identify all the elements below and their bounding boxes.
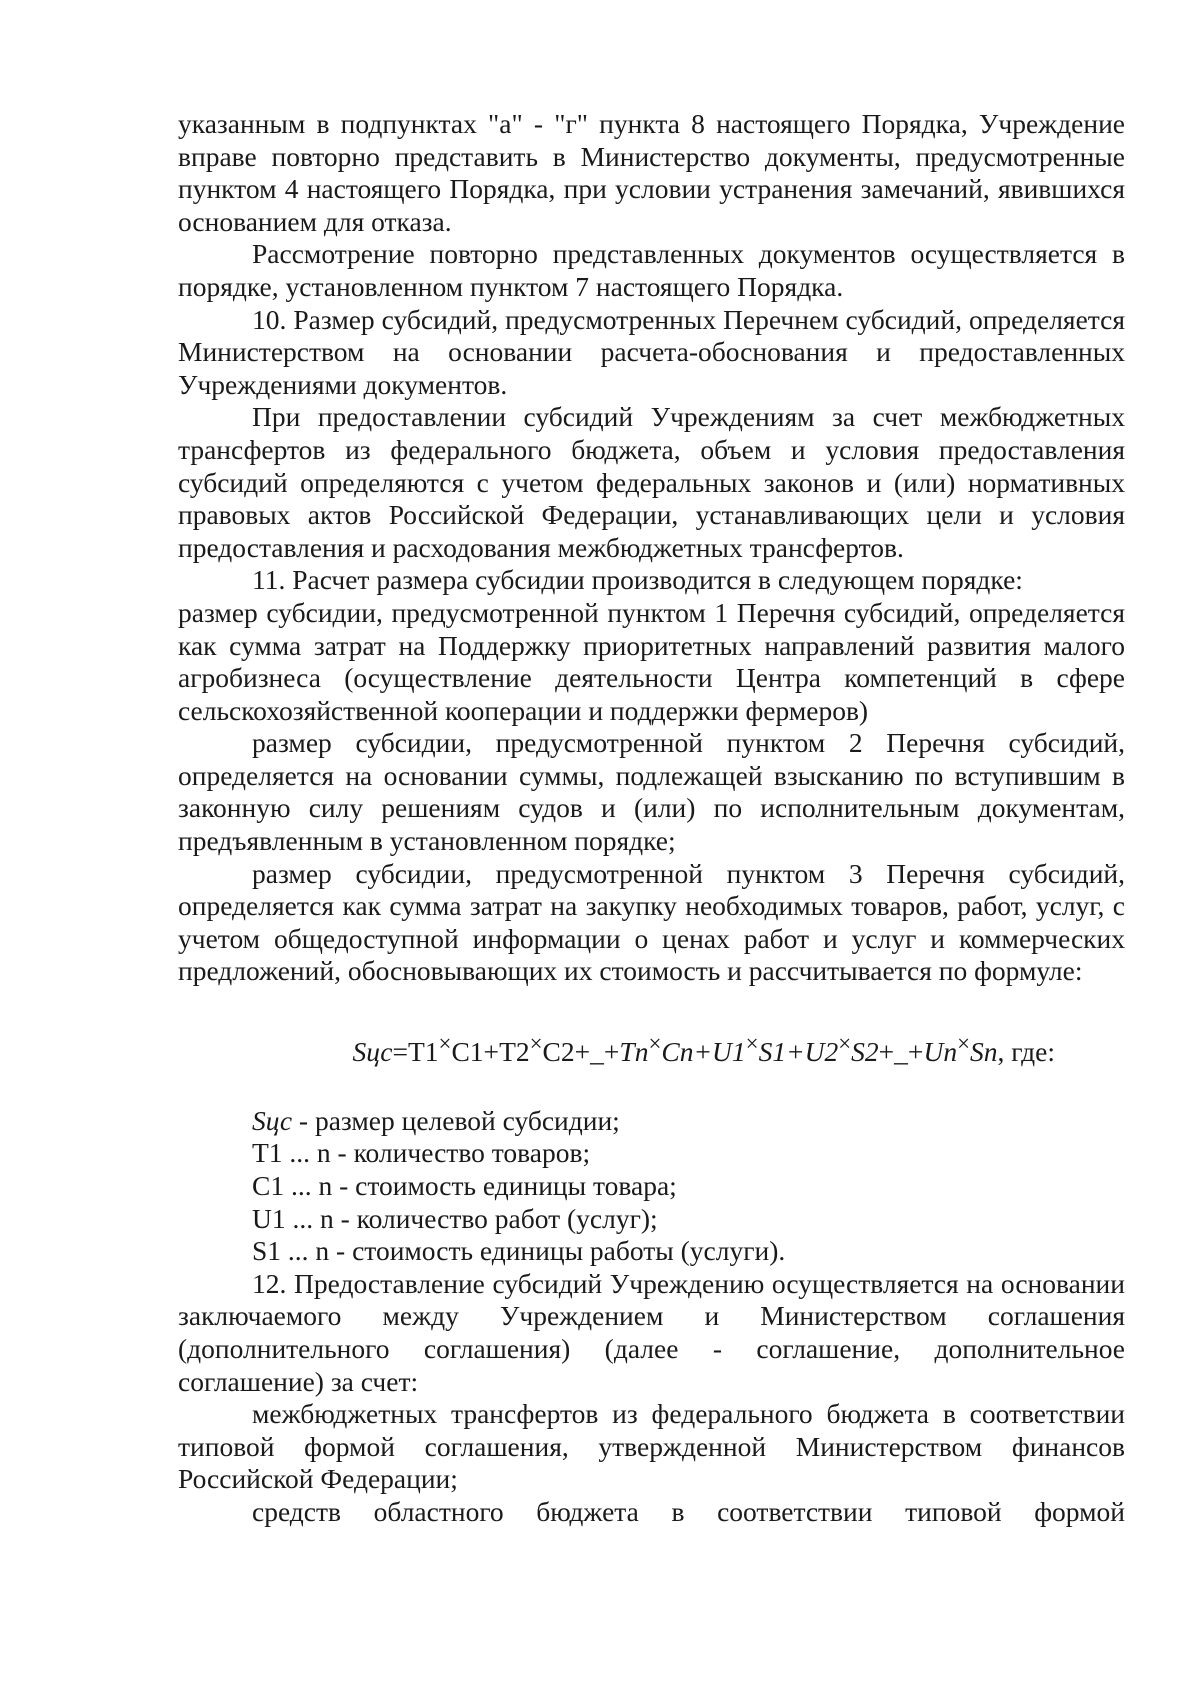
paragraph-subsidy-1: размер субсидии, предусмотренной пунктом 1 Перечня субсидий, определяется как сумма затрат на Поддержку приоритетных направлений развития малого агробизнеса (осуществление деятельности Центра компетенций в сфере сельскохозяйственной кооперации и поддержки фермеров) bbox=[178, 596, 1125, 726]
paragraph-federal-agreement: межбюджетных трансфертов из федерального бюджета в соответствии типовой формой соглашения, утвержденной Министерством финансов Российской Федерации; bbox=[178, 1398, 1125, 1495]
formula-part: C2+_+ bbox=[542, 1036, 620, 1068]
formula-part: +U1 bbox=[693, 1036, 746, 1068]
paragraph-11: 11. Расчет размера субсидии производится в следующем порядке: bbox=[252, 564, 1023, 596]
paragraph-subsidy-2: размер субсидии, предусмотренной пунктом 2 Перечня субсидий, определяется на основании суммы, подлежащей взысканию по вступившим в законную силу решениям судов и (или) по исполнительным документам, предъявленным в установленном порядке; bbox=[178, 727, 1125, 857]
paragraph-continuation: указанным в подпунктах "а" - "г" пункта 8 настоящего Порядка, Учреждение вправе повторно представить в Министерство документы, предусмотренные пунктом 4 настоящего Порядка, при условии устранения замечаний, явившихся основанием для отказа. bbox=[178, 108, 1125, 237]
times-sign: × bbox=[438, 1031, 452, 1057]
formula-part: S1 bbox=[758, 1036, 787, 1068]
formula-part: +U2 bbox=[786, 1036, 839, 1068]
definition-text: S1 ... n - стоимость единицы работы (услуги). bbox=[252, 1235, 786, 1267]
definition-item bbox=[178, 1170, 1125, 1203]
definition-symbol: Sцс bbox=[252, 1104, 293, 1136]
formula-part: S2 bbox=[851, 1036, 879, 1068]
formula-part: Tn bbox=[619, 1036, 649, 1068]
paragraph-regional-budget: средств областного бюджета в соответствии типовой формой bbox=[252, 1495, 1125, 1527]
times-sign: × bbox=[745, 1031, 759, 1057]
formula-part: Sn bbox=[970, 1036, 998, 1068]
formula-part: Un bbox=[923, 1036, 958, 1068]
formula-lhs: Sцс bbox=[352, 1036, 393, 1068]
document-page bbox=[178, 108, 1125, 1529]
formula-part: , где: bbox=[997, 1036, 1055, 1068]
times-sign: × bbox=[957, 1031, 970, 1057]
paragraph-subsidy-3: размер субсидии, предусмотренной пунктом 3 Перечня субсидий, определяется как сумма затрат на закупку необходимых товаров, работ, услуг, с учетом общедоступной информации о ценах работ и услуг и коммерческих предложений, обосновывающих их стоимость и рассчитывается по формуле: bbox=[178, 857, 1125, 987]
formula-part: =T1 bbox=[392, 1036, 439, 1068]
definition-text: T1 ... n - количество товаров; bbox=[252, 1137, 591, 1169]
definition-item bbox=[178, 1105, 1125, 1138]
times-sign: × bbox=[648, 1031, 662, 1057]
paragraph-review: Рассмотрение повторно представленных документов осуществляется в порядке, установленном пунктом 7 настоящего Порядка. bbox=[178, 238, 1125, 302]
definition-text: U1 ... n - количество работ (услуг); bbox=[252, 1202, 658, 1234]
formula-part: +_+ bbox=[878, 1036, 924, 1068]
subsidy-formula bbox=[178, 1028, 1125, 1069]
definition-item bbox=[178, 1137, 1125, 1170]
definition-item bbox=[178, 1235, 1125, 1268]
definition-text: - размер целевой субсидии; bbox=[292, 1104, 620, 1136]
paragraph-10: 10. Размер субсидий, предусмотренных Перечнем субсидий, определяется Министерством на основании расчета-обоснования и предоставленных Учреждениями документов. bbox=[178, 303, 1125, 400]
times-sign: × bbox=[838, 1031, 852, 1057]
times-sign: × bbox=[529, 1031, 543, 1057]
formula-part: Cn bbox=[661, 1036, 694, 1068]
definition-text: C1 ... n - стоимость единицы товара; bbox=[252, 1169, 677, 1201]
formula-part: C1+T2 bbox=[451, 1036, 530, 1068]
paragraph-12: 12. Предоставление субсидий Учреждению осуществляется на основании заключаемого между Учреждением и Министерством соглашения (дополнительного соглашения) (далее - соглашение, дополнительное соглашение) за счет: bbox=[178, 1267, 1125, 1397]
paragraph-federal-transfers: При предоставлении субсидий Учреждениям за счет межбюджетных трансфертов из федерального бюджета, объем и условия предоставления субсидий определяются с учетом федеральных законов и (или) нормативных правовых актов Российской Федерации, устанавливающих цели и условия предоставления и расходования межбюджетных трансфертов. bbox=[178, 401, 1125, 563]
definition-item bbox=[178, 1203, 1125, 1236]
